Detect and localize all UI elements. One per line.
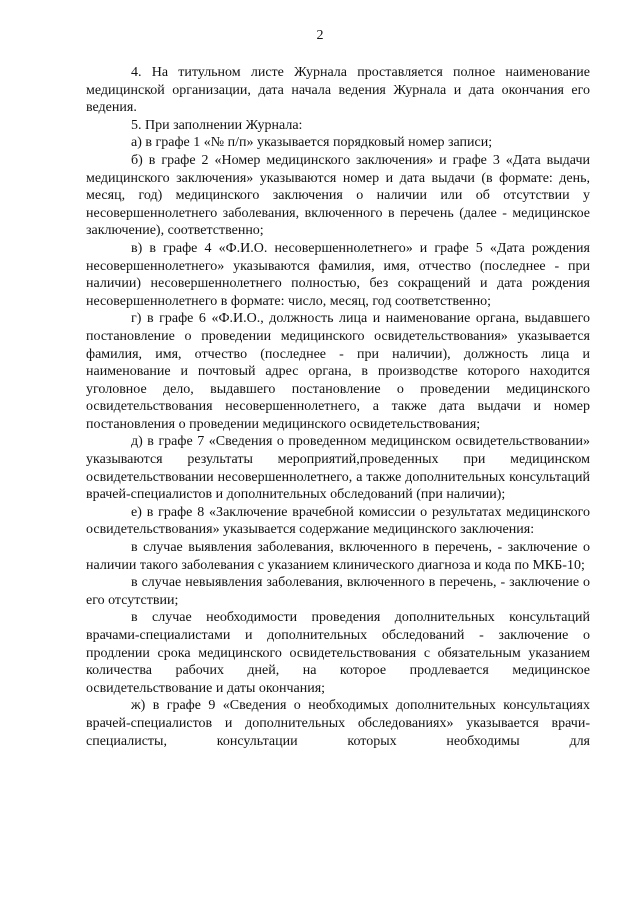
case-additional-exams: в случае необходимости проведения дополнительных консультаций врачами-специалистами и дополнительных обследований - заключение о продлении срока медицинского освидетельствования с обязательным указанием количества рабочих дней, на которое продлевается медицинское освидетельствование и даты окончания; xyxy=(86,610,590,696)
subparagraph-v: в) в графе 4 «Ф.И.О. несовершеннолетнего» и графе 5 «Дата рождения несовершеннолетнего» указываются фамилия, имя, отчество (последнее - при наличии) несовершеннолетнего полностью, без сокращений и дата рождения несовершеннолетнего в формате: число, месяц, год соответственно; xyxy=(86,240,590,309)
subparagraph-d: д) в графе 7 «Сведения о проведенном медицинском освидетельствовании» указываются результаты мероприятий,проведенных при медицинском освидетельствовании несовершеннолетнего, а также дополнительных консультаций врачей-специалистов и дополнительных обследований (при наличии); xyxy=(86,434,590,503)
subparagraph-g: г) в графе 6 «Ф.И.О., должность лица и наименование органа, выдавшего постановление о проведении медицинского освидетельствования» указывается фамилия, имя, отчество (последнее - при наличии), должность лица и наименование и почтовый адрес органа, в производстве которого находится уголовное дело, выдавшего постановление о проведении медицинского освидетельствования несовершеннолетнего, а также дата выдачи и номер постановления о проведении медицинского освидетельствования; xyxy=(86,311,590,432)
document-body xyxy=(86,64,590,750)
paragraph-item-4: 4. На титульном листе Журнала проставляется полное наименование медицинской организации, дата начала ведения Журнала и дата окончания его ведения. xyxy=(86,65,590,116)
case-disease-detected: в случае выявления заболевания, включенного в перечень, - заключение о наличии такого заболевания с указанием клинического диагноза и кода по МКБ-10; xyxy=(86,540,590,573)
page-number: 2 xyxy=(316,28,324,43)
case-disease-not-detected: в случае невыявления заболевания, включенного в перечень, - заключение о его отсутствии; xyxy=(86,575,590,608)
subparagraph-e: е) в графе 8 «Заключение врачебной комиссии о результатах медицинского освидетельствования» указывается содержание медицинского заключения: xyxy=(86,504,590,538)
paragraph-item-5: 5. При заполнении Журнала: xyxy=(131,117,303,133)
subparagraph-b: б) в графе 2 «Номер медицинского заключения» и графе 3 «Дата выдачи медицинского заключения» указываются номер и дата выдачи (в формате: день, месяц, год) медицинского заключения о наличии или об отсутствии у несовершеннолетнего заболевания, включенного в перечень (далее - медицинское заключение), соответственно; xyxy=(86,152,590,239)
subparagraph-a: а) в графе 1 «№ п/п» указывается порядковый номер записи; xyxy=(131,135,493,151)
subparagraph-zh: ж) в графе 9 «Сведения о необходимых дополнительных консультациях врачей-специалистов и дополнительных обследованиях» указывается врачи-специалисты, консультации которых необходимы для xyxy=(86,698,590,749)
